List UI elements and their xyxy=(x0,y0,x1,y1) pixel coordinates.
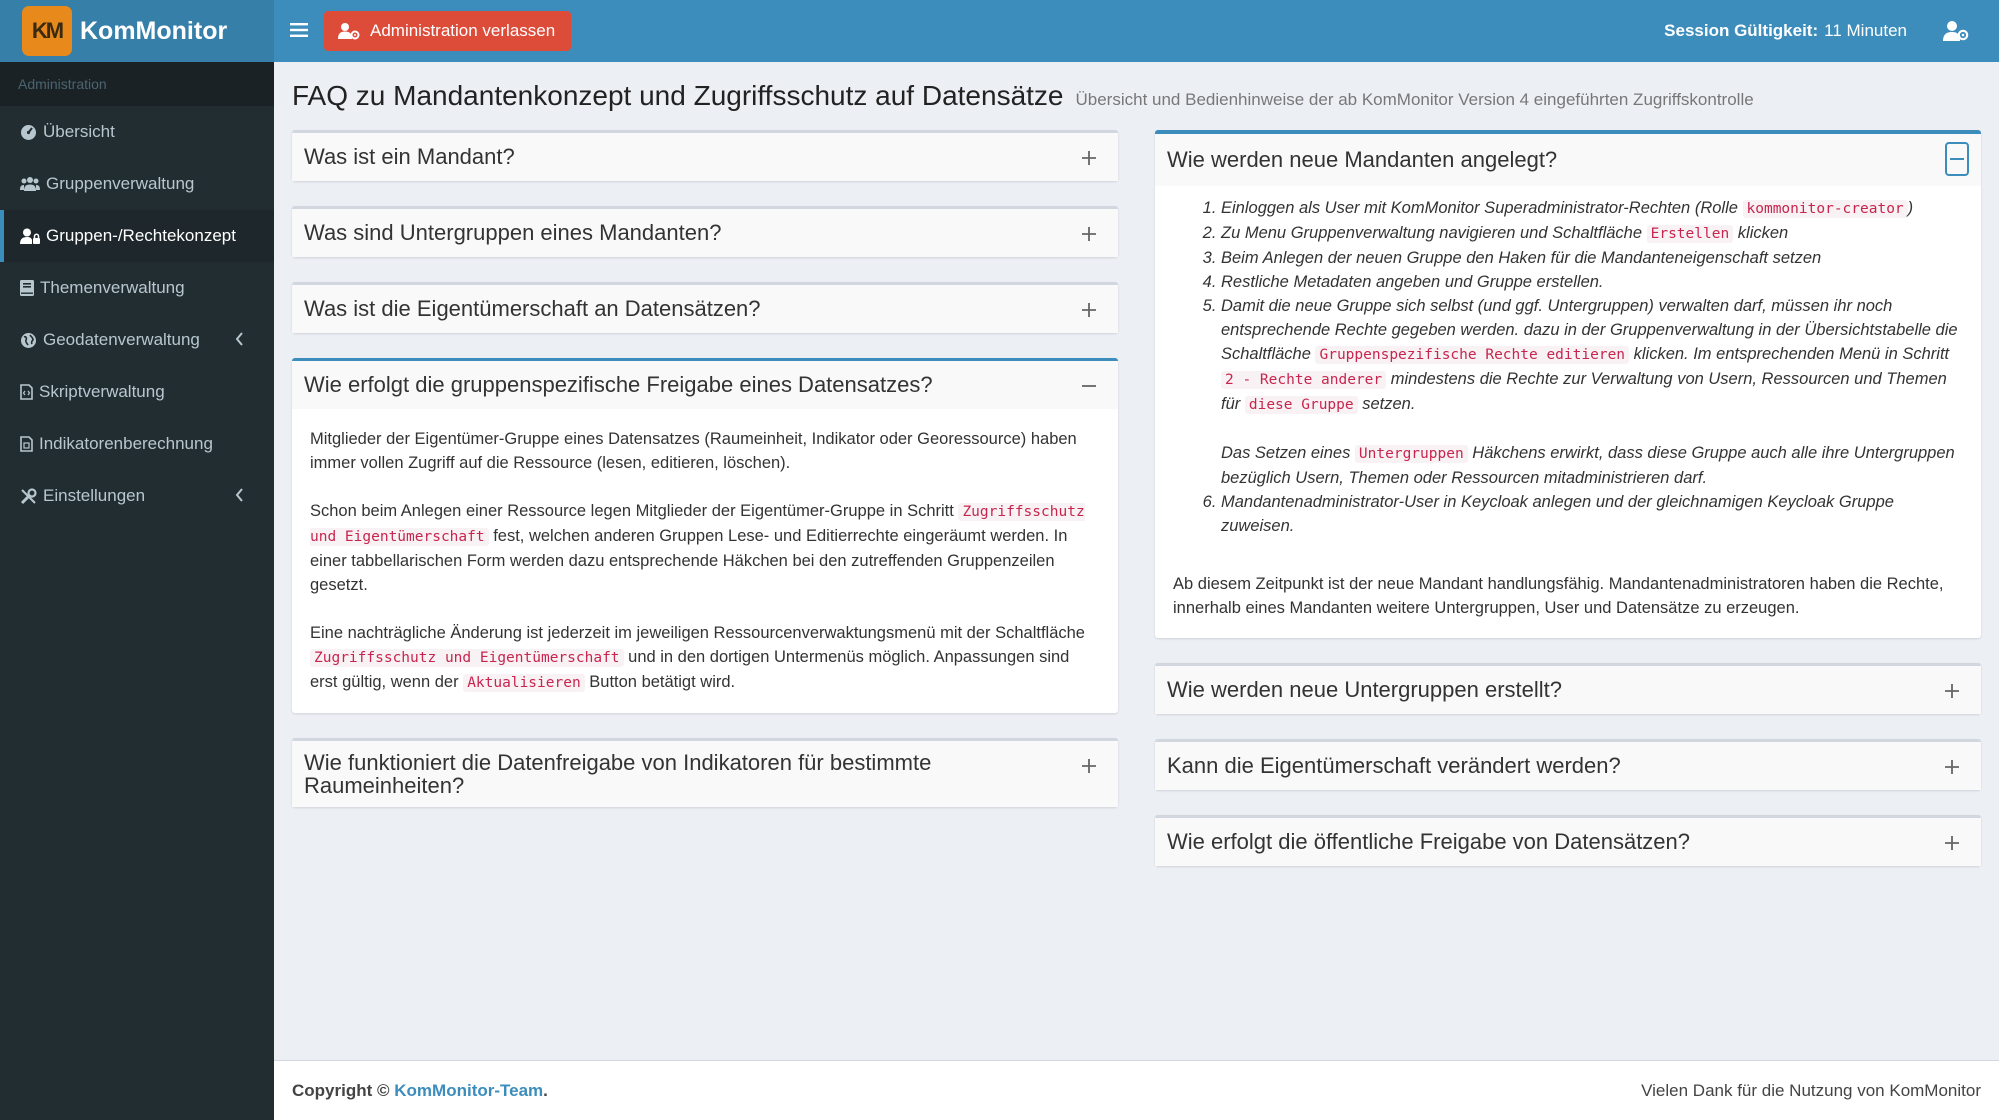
team-link[interactable]: KomMonitor-Team xyxy=(394,1080,544,1100)
faq-question-header[interactable] xyxy=(1155,818,1981,866)
sidebar-item-label: Themenverwaltung xyxy=(40,278,185,297)
list-item: 6. Mandantenadministrator-User in Keycloak anlegen und der gleichnamigen Keycloak Gruppe zuweisen. xyxy=(1221,490,1963,538)
sidebar-header: Administration xyxy=(0,62,274,106)
expand-plus-icon[interactable] xyxy=(1939,830,1965,856)
sidebar-item-label: Gruppen-/Rechtekonzept xyxy=(46,226,236,245)
code-term: Gruppenspezifische Rechte editieren xyxy=(1315,346,1629,364)
faq-box xyxy=(292,738,1118,807)
globe-icon xyxy=(20,332,37,349)
code-term: Untergruppen xyxy=(1355,445,1468,463)
sidebar-item-einstellungen[interactable] xyxy=(0,470,274,522)
sidebar-item-label: Gruppenverwaltung xyxy=(46,174,195,193)
list-item: 1. Einloggen als User mit KomMonitor Superadministrator-Rechten (Rolle kommonitor-creator ) xyxy=(1221,196,1963,221)
user-gear-icon xyxy=(338,22,360,40)
chevron-left-icon xyxy=(235,488,244,502)
faq-box xyxy=(292,282,1118,333)
leave-administration-label: Administration verlassen xyxy=(370,21,556,40)
faq-box xyxy=(1155,815,1981,866)
list-item: 5. Damit die neue Gruppe sich selbst (und ggf. Untergruppen) verwalten darf, müssen ihr noch entsprechende Rechte gegeben werden. dazu in der Gruppenverwaltung in der Übersichtstabelle die Schaltfläche Gruppenspezifische Rechte editieren klicken. Im entsprechenden Menü in Schritt 2 - Rechte anderer mindestens die Rechte zur Verwaltung von Usern, Ressourcen und Themen für diese Gruppe setzen. Das Setzen eines Untergruppen Häkchens erwirkt, dass diese Gruppe auch alle ihre Untergruppen bezüglich Usern, Themen oder Ressourcen mitadministrieren darf. xyxy=(1221,294,1963,490)
leave-administration-button[interactable] xyxy=(324,11,571,51)
sidebar-item-label: Geodatenverwaltung xyxy=(43,330,200,349)
faq-question-header[interactable] xyxy=(1155,134,1981,186)
faq-question: Wie werden neue Untergruppen erstellt? xyxy=(1167,677,1563,703)
faq-question-header[interactable] xyxy=(292,361,1118,409)
sidebar xyxy=(0,62,274,1120)
brand-name: KomMonitor xyxy=(80,16,228,45)
sidebar-item-uebersicht[interactable] xyxy=(0,106,274,158)
faq-question-header[interactable] xyxy=(292,209,1118,257)
users-icon xyxy=(20,176,40,192)
session-value: 11 Minuten xyxy=(1824,21,1907,40)
expand-plus-icon[interactable] xyxy=(1076,753,1102,779)
tools-icon xyxy=(20,488,37,505)
faq-column-right xyxy=(1155,130,1981,891)
sidebar-item-label: Skriptverwaltung xyxy=(39,382,165,401)
faq-box xyxy=(1155,663,1981,714)
faq-question-header[interactable] xyxy=(1155,742,1981,790)
answer-paragraph: Eine nachträgliche Änderung ist jederzeit im jeweiligen Ressourcenverwaktungsmenü mit der Schaltfläche Zugriffsschutz und Eigentümerschaft und in den dortigen Untermenüs möglich. Anpassungen sind erst gültig, wenn der Aktualisieren Button betätigt wird. xyxy=(310,624,1085,691)
expand-plus-icon[interactable] xyxy=(1076,297,1102,323)
faq-question: Was ist ein Mandant? xyxy=(304,144,515,170)
sidebar-item-gruppenverwaltung[interactable] xyxy=(0,158,274,210)
faq-question: Wie werden neue Mandanten angelegt? xyxy=(1167,147,1558,173)
sidebar-item-skriptverwaltung[interactable] xyxy=(0,366,274,418)
faq-answer xyxy=(1155,186,1981,638)
user-lock-icon xyxy=(20,228,40,245)
code-term: Erstellen xyxy=(1647,225,1734,243)
steps-list xyxy=(1173,196,1963,538)
sidebar-item-label: Einstellungen xyxy=(43,486,146,505)
faq-question-header[interactable] xyxy=(292,133,1118,181)
list-item: 3. Beim Anlegen der neuen Gruppe den Haken für die Mandanteneigenschaft setzen xyxy=(1221,246,1963,270)
kommonitor-logo-icon: KM xyxy=(22,6,72,56)
code-term: 2 - Rechte anderer xyxy=(1221,371,1386,389)
faq-question-header[interactable] xyxy=(292,741,1118,807)
faq-question-header[interactable] xyxy=(292,285,1118,333)
sidebar-item-geodatenverwaltung[interactable] xyxy=(0,314,274,366)
book-icon xyxy=(20,280,34,296)
file-calc-icon xyxy=(20,436,33,452)
faq-box xyxy=(292,206,1118,257)
expand-plus-icon[interactable] xyxy=(1939,678,1965,704)
faq-question: Wie erfolgt die öffentliche Freigabe von Datensätzen? xyxy=(1167,829,1691,855)
code-term: Aktualisieren xyxy=(463,674,585,692)
answer-paragraph: Ab diesem Zeitpunkt ist der neue Mandant handlungsfähig. Mandantenadministratoren haben die Rechte, innerhalb eines Mandanten weitere Untergruppen, User und Datensätze zu erzeugen. xyxy=(1173,575,1944,617)
answer-paragraph: Schon beim Anlegen einer Ressource legen Mitglieder der Eigentümer-Gruppe in Schritt Zugriffsschutz und Eigentümerschaft fest, welchen anderen Gruppen Lese- und Editierrechte eingeräumt werden. In einer tabbellarischen Form werden dazu entsprechende Häkchen bei den zutreffenden Gruppenzeilen gesetzt. xyxy=(310,502,1085,594)
main-content xyxy=(274,62,1999,1060)
faq-question: Wie erfolgt die gruppenspezifische Freigabe eines Datensatzes? xyxy=(304,372,933,398)
top-navbar xyxy=(274,0,1999,62)
sidebar-item-rechtekonzept[interactable] xyxy=(0,210,274,262)
footer-thanks: Vielen Dank für die Nutzung von KomMonitor xyxy=(1641,1080,1981,1100)
copyright: Copyright © KomMonitor-Team. xyxy=(292,1080,548,1100)
dashboard-icon xyxy=(20,124,37,141)
sidebar-item-indikatorenberechnung[interactable] xyxy=(0,418,274,470)
file-code-icon xyxy=(20,384,33,400)
expand-plus-icon[interactable] xyxy=(1939,754,1965,780)
faq-question: Was ist die Eigentümerschaft an Datensätzen? xyxy=(304,296,761,322)
faq-box-expanded xyxy=(1155,130,1981,638)
list-item: 2. Zu Menu Gruppenverwaltung navigieren und Schaltfläche Erstellen klicken xyxy=(1221,221,1963,246)
answer-paragraph: Mitglieder der Eigentümer-Gruppe eines Datensatzes (Raumeinheit, Indikator oder Georessource) haben immer vollen Zugriff auf die Ressource (lesen, editieren, löschen). xyxy=(310,430,1077,472)
list-note: Das Setzen eines Untergruppen Häkchens erwirkt, dass diese Gruppe auch alle ihre Untergruppen bezüglich Usern, Themen oder Ressourcen mitadministrieren darf. xyxy=(1221,444,1955,487)
brand-logo[interactable] xyxy=(0,0,274,62)
sidebar-item-label: Indikatorenberechnung xyxy=(39,434,213,453)
collapse-minus-icon[interactable] xyxy=(1076,373,1102,399)
code-term: diese Gruppe xyxy=(1245,396,1358,414)
expand-plus-icon[interactable] xyxy=(1076,221,1102,247)
user-settings-icon[interactable] xyxy=(1943,20,1969,47)
sidebar-item-label: Übersicht xyxy=(43,122,115,141)
list-item: 4. Restliche Metadaten angeben und Gruppe erstellen. xyxy=(1221,270,1963,294)
code-term: Zugriffsschutz und Eigentümerschaft xyxy=(310,504,1085,545)
faq-column-left xyxy=(292,130,1118,832)
faq-box xyxy=(292,130,1118,181)
faq-box xyxy=(1155,739,1981,790)
sidebar-toggle-icon[interactable] xyxy=(274,18,324,44)
faq-question-header[interactable] xyxy=(1155,666,1981,714)
faq-box-expanded xyxy=(292,358,1118,713)
code-term: kommonitor-creator xyxy=(1743,200,1908,218)
page-title: FAQ zu Mandantenkonzept und Zugriffsschutz auf Datensätze xyxy=(292,80,1064,111)
faq-question: Kann die Eigentümerschaft verändert werden? xyxy=(1167,753,1621,779)
footer xyxy=(274,1060,1999,1120)
session-label: Session Gültigkeit: xyxy=(1664,21,1819,40)
chevron-left-icon xyxy=(235,332,244,346)
page-subtitle: Übersicht und Bedienhinweise der ab KomMonitor Version 4 eingeführten Zugriffskontrolle xyxy=(1075,90,1754,109)
sidebar-item-themenverwaltung[interactable] xyxy=(0,262,274,314)
session-validity xyxy=(1664,0,1907,62)
page-header xyxy=(292,80,1754,112)
expand-plus-icon[interactable] xyxy=(1076,145,1102,171)
collapse-minus-icon[interactable] xyxy=(1945,142,1969,176)
code-term: Zugriffsschutz und Eigentümerschaft xyxy=(310,649,624,667)
faq-question: Was sind Untergruppen eines Mandanten? xyxy=(304,220,722,246)
faq-question: Wie funktioniert die Datenfreigabe von Indikatoren für bestimmte Raumeinheiten? xyxy=(304,750,932,799)
faq-answer xyxy=(292,409,1118,713)
